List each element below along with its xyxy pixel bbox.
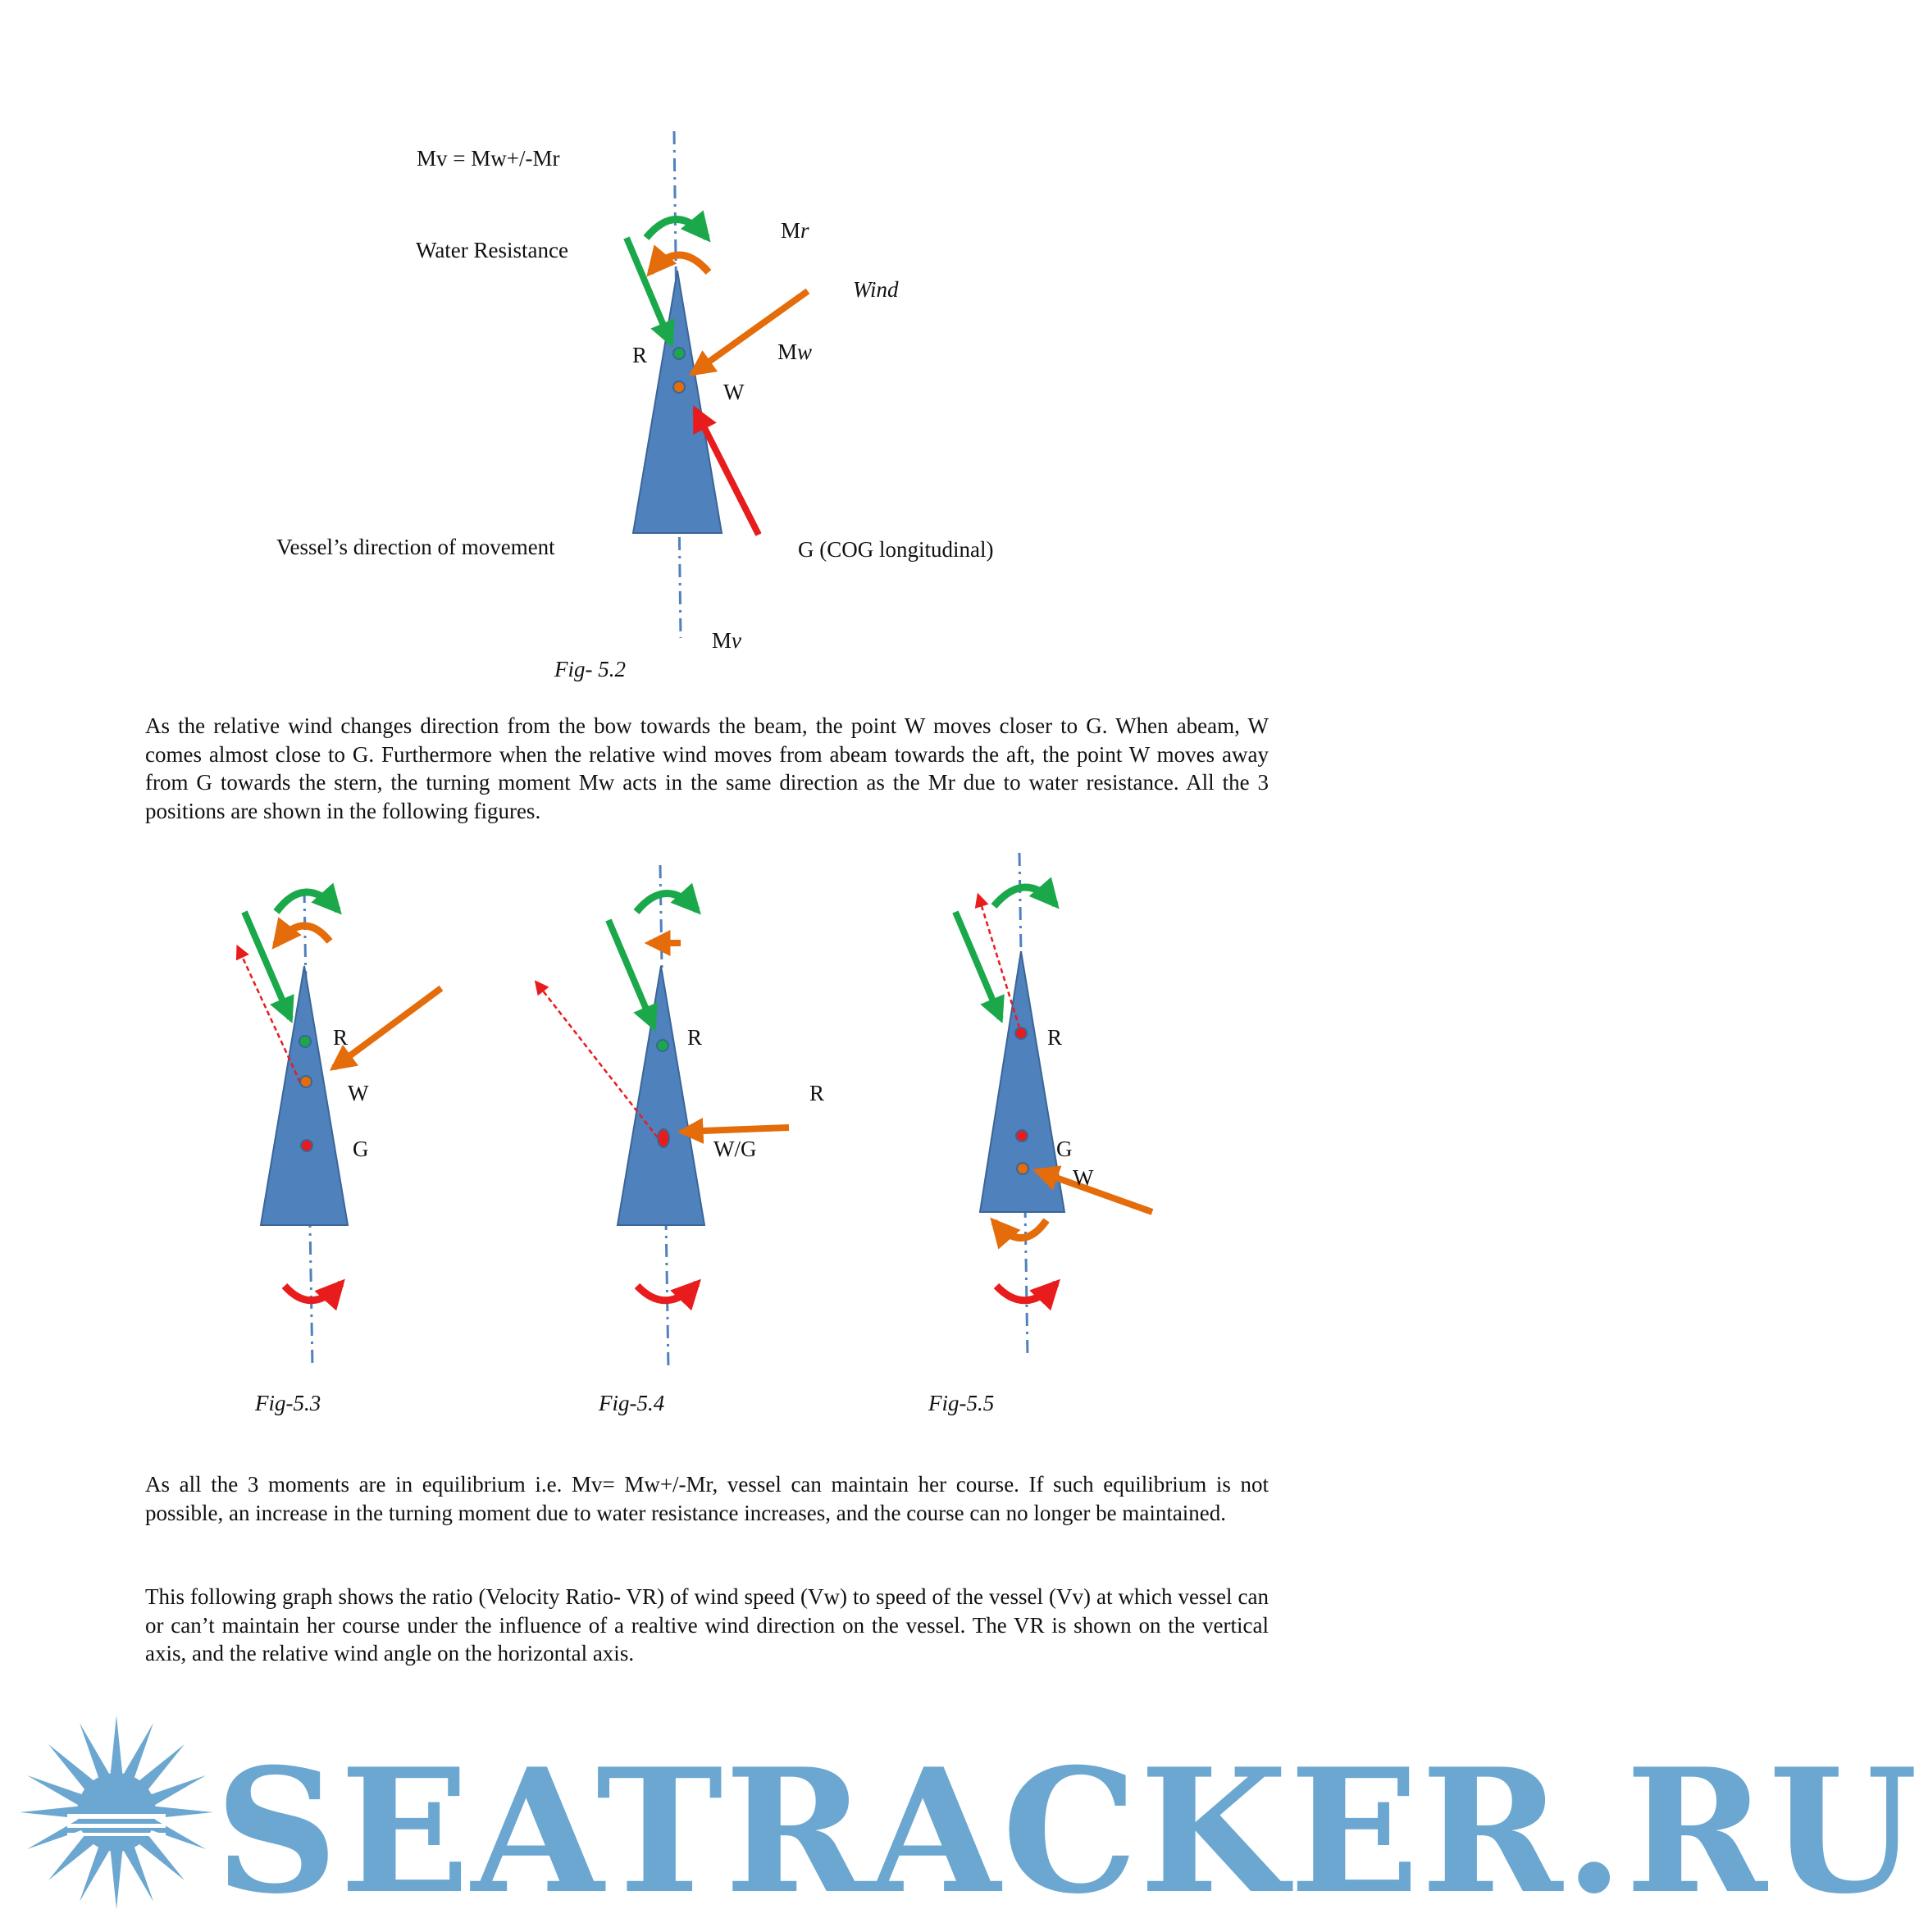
point-w [300,1076,312,1087]
r-label: R [1047,1025,1063,1050]
moment-arc-orange [276,926,330,945]
moment-arc-green [636,893,697,912]
direction-label: Vessel’s direction of movement [276,535,555,559]
water-resistance-arrow [955,912,1001,1018]
w-label: W [348,1081,369,1105]
point-r [673,348,685,359]
point-r [1015,1028,1027,1039]
water-resistance-arrow [627,238,671,343]
fig-5-3-diagram [238,890,441,1368]
point-g [301,1140,312,1151]
moment-arc-green [994,887,1055,906]
equation-label: Mv = Mw+/-Mr [417,146,560,171]
point-g [1016,1130,1028,1141]
fig-5-5-diagram [955,853,1152,1357]
water-resistance-arrow [609,920,654,1027]
point-w [1017,1163,1028,1174]
vessel-hull [633,271,722,533]
paragraph-1: As the relative wind changes direction from the bow towards the beam, the point W moves closer to G. When abeam, W comes almost close to G. Furthermore when the relative wind moves from abeam towards the aft, the point W moves away from G towards the stern, the turning moment Mw acts in the same direction as the Mr due to water resistance. All the 3 positions are shown in the following figures. [145,713,1269,823]
fig-5-4-diagram [536,865,789,1368]
paragraph-3: This following graph shows the ratio (Velocity Ratio- VR) of wind speed (Vw) to speed of the vessel (Vv) at which vessel can or can’t maintain her course under the influence of a realtive wind direction on the vessel. The VR is shown on the vertical axis, and the relative wind angle on the horizontal axis. [145,1584,1269,1665]
point-r [299,1036,311,1047]
moment-arc-green [646,220,707,239]
fig-5-5-caption: Fig-5.5 [928,1391,995,1415]
mr-label: Mr [781,218,809,243]
wind-label: Wind [853,277,899,302]
r-label: R [632,343,648,367]
r-label: R [333,1025,349,1050]
paragraph-2: As all the 3 moments are in equilibrium i.e. Mv= Mw+/-Mr, vessel can maintain her course. If such equilibrium is not possible, an increase in the turning moment due to water resistance increases, and the course can no longer be maintained. [145,1472,1269,1525]
g-label: G [353,1137,369,1161]
point-wg [658,1129,669,1147]
wind-arrow [682,1128,789,1132]
moment-arc-orange [650,255,709,272]
g-label: G [1056,1137,1073,1161]
point-r [657,1040,668,1051]
water-resistance-label: Water Resistance [416,238,568,262]
vessel-hull [261,966,348,1225]
sun-logo [20,1716,213,1909]
w-label: W [1073,1165,1094,1190]
fig-5-2-caption: Fig- 5.2 [554,657,626,681]
water-resistance-arrow [244,912,290,1018]
g-label: G (COG longitudinal) [798,537,994,562]
wg-label: W/G [713,1137,757,1161]
fig-5-4-caption: Fig-5.4 [599,1391,665,1415]
moment-arc-green [276,892,338,912]
vessel-hull [618,966,704,1225]
point-w [673,381,685,393]
moment-arc-red [285,1283,341,1301]
r-label: R [687,1025,703,1050]
moment-arc-orange [994,1220,1046,1238]
fig-5-2-diagram [627,131,808,638]
w-label: W [723,380,745,404]
r2-label: R [809,1081,825,1105]
fig-5-3-caption: Fig-5.3 [255,1391,321,1415]
watermark-text: SEATRACKER.RU [215,1732,1919,1932]
mw-label: Mw [777,339,813,364]
mv-label: Mv [712,628,741,653]
wind-arrow [334,988,441,1068]
